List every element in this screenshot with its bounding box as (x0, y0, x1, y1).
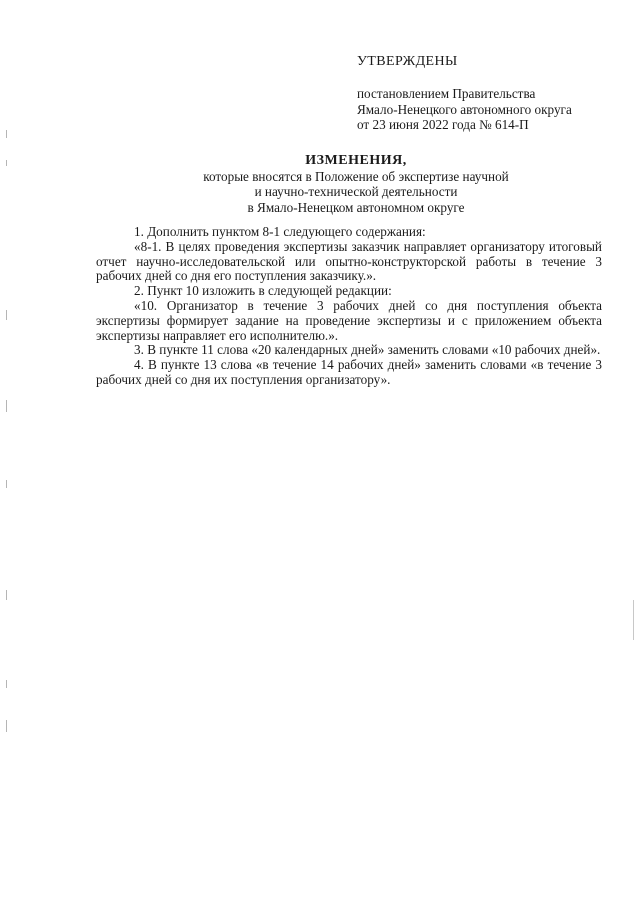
approval-heading: УТВЕРЖДЕНЫ (357, 54, 458, 69)
approval-line: от 23 июня 2022 года № 614-П (357, 117, 529, 133)
document-title-block (96, 153, 616, 215)
approval-line: Ямало-Ненецкого автономного округа (357, 101, 572, 117)
document-title: ИЗМЕНЕНИЯ, (305, 153, 407, 168)
approval-line: постановлением Правительства (357, 85, 536, 101)
paragraph-item-3: 3. В пункте 11 слова «20 календарных дней» заменить словами «10 рабочих дней». (134, 342, 601, 358)
paragraph-item-1: 1. Дополнить пунктом 8-1 следующего содержания: (134, 224, 426, 239)
paragraph-quote-10: «10. Организатор в течение 3 рабочих дней со дня поступления объекта экспертизы формирует задание на проведение экспертизы и с приложением объекта экспертизы направляет его исполнителю.». (96, 297, 602, 343)
paragraph-quote-8-1: «8-1. В целях проведения экспертизы заказчик направляет организатору итоговый отчет научно-исследовательской или опытно-конструкторской работы в течение 3 рабочих дней со дня его поступления заказчику.». (96, 238, 602, 284)
paragraph-item-4: 4. В пункте 13 слова «в течение 14 рабочих дней» заменить словами «в течение 3 рабочих дней со дня их поступления организатору». (96, 357, 602, 387)
paragraph-item-2: 2. Пункт 10 изложить в следующей редакции: (134, 283, 392, 299)
document-subtitle-line: и научно-технической деятельности (254, 184, 458, 200)
document-subtitle-line: в Ямало-Ненецком автономном округе (247, 199, 465, 215)
scan-edge-marks (6, 120, 9, 760)
document-body (96, 225, 602, 388)
approval-block (357, 54, 627, 133)
scan-edge-mark-right (633, 600, 634, 640)
document-subtitle-line: которые вносятся в Положение об экспертизе научной (203, 169, 509, 185)
